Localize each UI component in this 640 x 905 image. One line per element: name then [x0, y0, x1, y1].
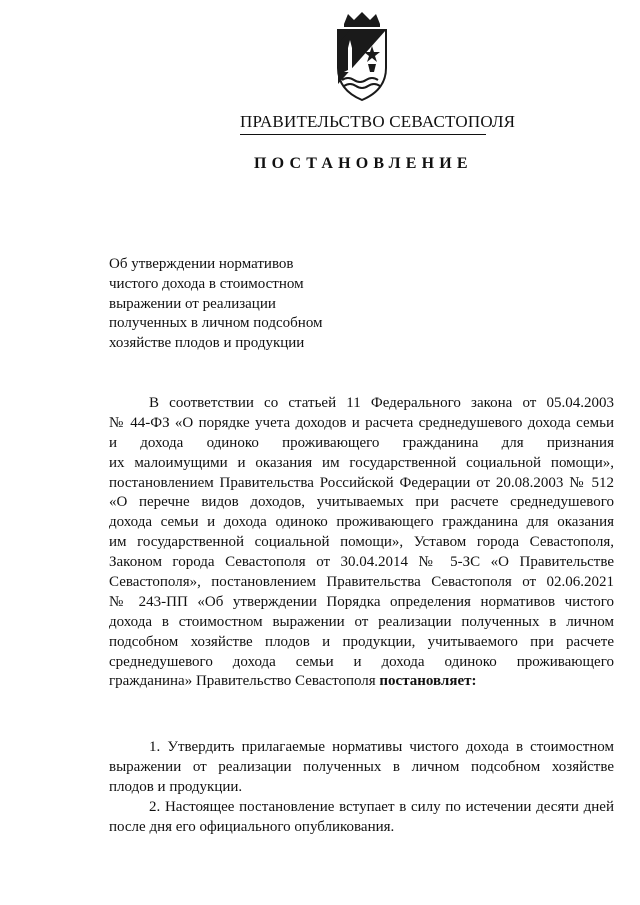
item-line: плодов и продукции.: [109, 778, 243, 795]
preamble-line: и дохода одиноко проживающего гражданина для признания: [109, 434, 614, 451]
document-subject: [109, 255, 369, 354]
preamble-line: дохода семьи и дохода одиноко проживающего гражданина для оказания: [109, 514, 614, 531]
subject-line: выражении от реализации: [109, 295, 276, 312]
preamble-line: постановлением Правительства Российской Федерации от 20.08.2003 № 512: [109, 474, 614, 491]
preamble-line: Севастополя», постановлением Правительства Севастополя от 02.06.2021: [109, 574, 614, 591]
item-line: 1. Утвердить прилагаемые нормативы чистого дохода в стоимостном: [149, 739, 614, 755]
preamble-paragraph: [109, 394, 614, 692]
preamble-line: № 44-ФЗ «О порядке учета доходов и расчета среднедушевого дохода семьи: [109, 414, 614, 431]
subject-line: полученных в личном подсобном: [109, 315, 323, 332]
preamble-line: № 243-ПП «Об утверждении Порядка определения нормативов чистого: [109, 593, 614, 610]
subject-line: хозяйстве плодов и продукции: [109, 335, 305, 352]
preamble-line: Законом города Севастополя от 30.04.2014 № 5-ЗС «О Правительстве: [109, 554, 614, 571]
resolution-item-2: [109, 798, 614, 838]
preamble-line: их малоимущими и оказания им государственной социальной помощи»,: [109, 454, 614, 471]
preamble-line: дохода в стоимостном выражении от реализации полученных в личном: [109, 613, 614, 630]
sevastopol-coat-of-arms-icon: [330, 10, 394, 104]
resolves-keyword: постановляет:: [379, 673, 477, 690]
preamble-final-line: [109, 672, 614, 692]
preamble-line: подсобном хозяйстве плодов и продукции, учитываемого при расчете: [109, 633, 614, 650]
subject-line: Об утверждении нормативов: [109, 256, 294, 272]
preamble-line: им государственной социальной помощи», Уставом города Севастополя,: [109, 534, 614, 551]
subject-line: чистого дохода в стоимостном: [109, 275, 304, 292]
preamble-line: В соответствии со статьей 11 Федерального закона от 05.04.2003: [149, 395, 614, 411]
resolution-item-1: [109, 738, 614, 798]
preamble-line: среднедушевого дохода семьи и дохода одиноко проживающего: [109, 653, 614, 670]
preamble-line: «О перечне видов доходов, учитываемых при расчете среднедушевого: [109, 494, 614, 511]
item-line: 2. Настоящее постановление вступает в силу по истечении десяти дней: [149, 799, 614, 815]
preamble-final-text: гражданина» Правительство Севастополя: [109, 673, 380, 690]
government-name: ПРАВИТЕЛЬСТВО СЕВАСТОПОЛЯ: [240, 112, 516, 131]
government-name-underline: [240, 134, 486, 135]
document-type-title: ПОСТАНОВЛЕНИЕ: [254, 155, 473, 172]
item-line: после дня его официального опубликования.: [109, 818, 395, 835]
item-line: выражении от реализации полученных в личном подсобном хозяйстве: [109, 758, 614, 775]
